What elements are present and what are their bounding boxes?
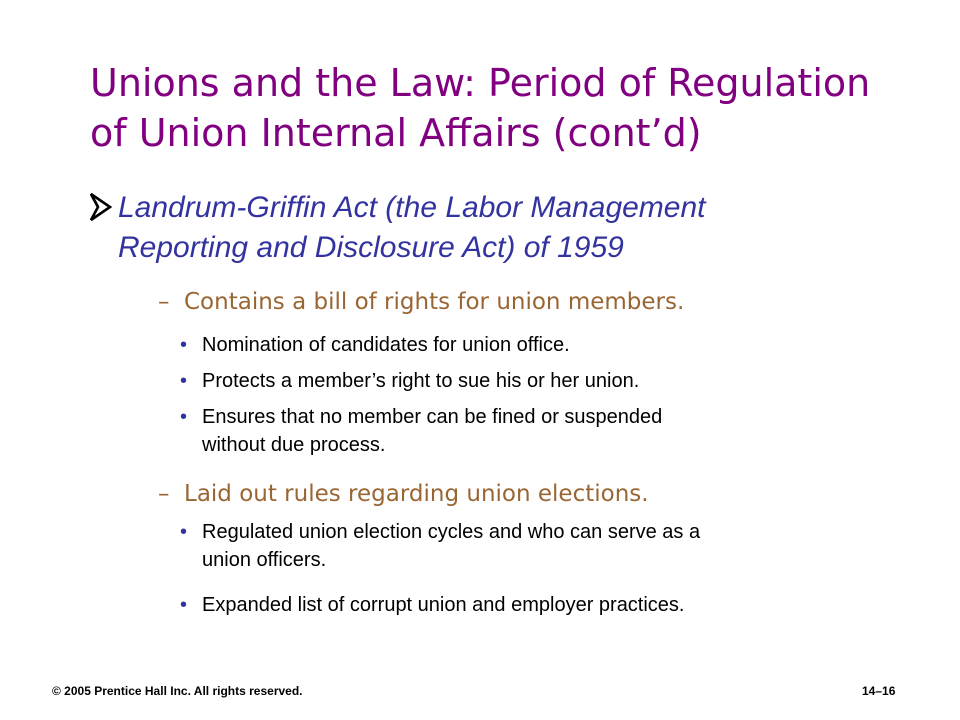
bullet-marker: • <box>180 594 188 616</box>
main-point-line-1: Landrum-Griffin Act (the Labor Management <box>118 191 706 224</box>
main-point-text <box>118 188 878 268</box>
bullet-text <box>202 403 882 459</box>
slide-title <box>90 58 910 158</box>
dash-marker: – <box>158 289 170 315</box>
bullet-marker: • <box>180 521 188 543</box>
slide-title-line-2: of Union Internal Affairs (cont’d) <box>90 111 702 155</box>
main-point-line-2: Reporting and Disclosure Act) of 1959 <box>118 231 624 264</box>
sub-point-text: Contains a bill of rights for union members. <box>184 289 685 315</box>
bullet-text <box>202 591 882 619</box>
bullet-marker: • <box>180 370 188 392</box>
bullet-line-1: Regulated union election cycles and who can serve as a <box>202 521 701 543</box>
arrow-icon <box>88 190 114 224</box>
bullet-text <box>202 331 882 359</box>
slide-title-line-1: Unions and the Law: Period of Regulation <box>90 61 871 105</box>
footer-copyright: © 2005 Prentice Hall Inc. All rights reserved. <box>52 684 303 698</box>
bullet-text <box>202 518 882 574</box>
bullet-marker: • <box>180 334 188 356</box>
bullet-marker: • <box>180 406 188 428</box>
bullet-line-1: Expanded list of corrupt union and employer practices. <box>202 594 685 616</box>
footer-page-number: 14–16 <box>862 684 896 698</box>
bullet-text <box>202 367 882 395</box>
bullet-line-2: without due process. <box>202 434 386 456</box>
sub-point-text: Laid out rules regarding union elections. <box>184 481 649 507</box>
bullet-line-1: Nomination of candidates for union office. <box>202 334 570 356</box>
bullet-line-1: Protects a member’s right to sue his or her union. <box>202 370 640 392</box>
bullet-line-2: union officers. <box>202 549 327 571</box>
dash-marker: – <box>158 481 170 507</box>
bullet-line-1: Ensures that no member can be fined or suspended <box>202 406 663 428</box>
